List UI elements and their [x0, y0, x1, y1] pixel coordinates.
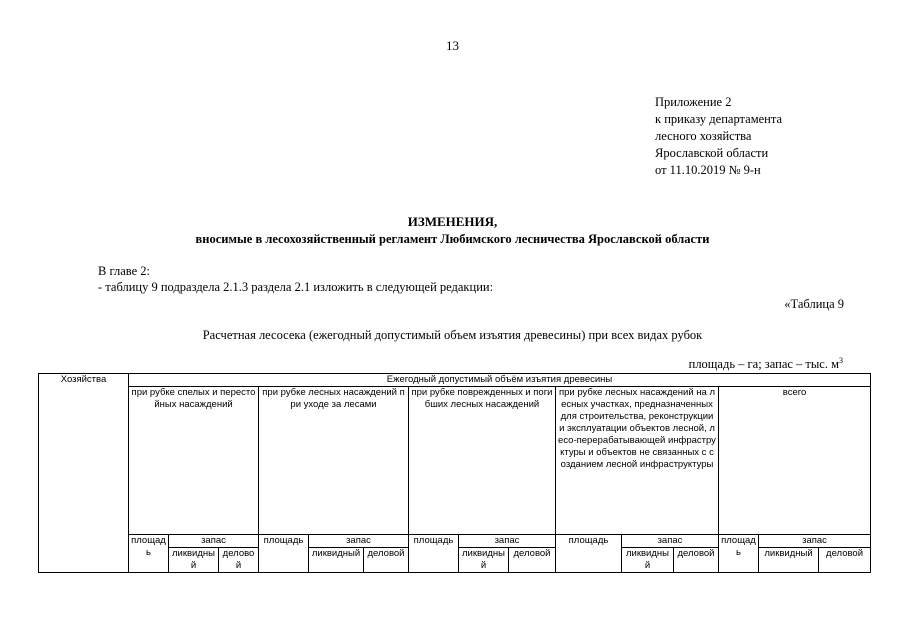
- page-number: 13: [446, 38, 459, 53]
- header-area: площадь: [409, 535, 459, 573]
- header-allowed-volume: Ежегодный допустимый объём изъятия древесины: [129, 374, 871, 387]
- appendix-block: [655, 94, 782, 179]
- header-area: площадь: [259, 535, 309, 573]
- header-business: деловой: [819, 548, 871, 573]
- header-liquid: ликвидный: [759, 548, 819, 573]
- felling-table: [38, 373, 871, 573]
- header-liquid: ликвидный: [169, 548, 219, 573]
- header-business: деловой: [674, 548, 719, 573]
- table-caption: Расчетная лесосека (ежегодный допустимый объем изъятия древесины) при всех видах рубок: [202, 328, 703, 342]
- header-stock: запас: [309, 535, 409, 548]
- units-text: площадь – га; запас – тыс. м: [688, 357, 839, 372]
- header-group-damaged: при рубке поврежденных и погибших лесных насаждений: [409, 387, 556, 535]
- appendix-line: от 11.10.2019 № 9-н: [655, 163, 761, 177]
- chapter-heading: В главе 2:: [98, 264, 150, 278]
- document-subtitle: вносимые в лесохозяйственный регламент Любимского лесничества Ярославской области: [195, 232, 710, 246]
- header-business: деловой: [509, 548, 556, 573]
- header-liquid: ликвидный: [459, 548, 509, 573]
- header-area: площадь: [556, 535, 622, 573]
- header-liquid: ликвидный: [309, 548, 364, 573]
- appendix-line: Приложение 2: [655, 95, 732, 109]
- header-group-infrastructure: при рубке лесных насаждений на лесных участках, предназначенных для строительства, реконструкции и эксплуатации объектов лесной, лесо-перерабатывающей инфраструктуры и объектов не связанных с созданием лесной инфраструктуры: [556, 387, 719, 535]
- header-group-mature: при рубке спелых и перестойных насаждений: [129, 387, 259, 535]
- appendix-line: к приказу департамента: [655, 112, 783, 126]
- header-area: площадь: [129, 535, 169, 573]
- appendix-line: лесного хозяйства: [655, 129, 752, 143]
- units-note: [689, 356, 843, 372]
- appendix-line: Ярославской области: [655, 146, 769, 160]
- header-stock: запас: [622, 535, 719, 548]
- header-stock: запас: [459, 535, 556, 548]
- instruction-text: - таблицу 9 подраздела 2.1.3 раздела 2.1 изложить в следующей редакции:: [98, 280, 494, 294]
- units-superscript: 3: [839, 356, 843, 365]
- document-title: ИЗМЕНЕНИЯ,: [407, 214, 498, 229]
- header-liquid: ликвидный: [622, 548, 674, 573]
- header-stock: запас: [759, 535, 871, 548]
- header-group-total: всего: [719, 387, 871, 535]
- header-stock: запас: [169, 535, 259, 548]
- header-group-care: при рубке лесных насаждений при уходе за лесами: [259, 387, 409, 535]
- header-farms: Хозяйства: [39, 374, 129, 573]
- header-business: деловой: [219, 548, 259, 573]
- header-area: площадь: [719, 535, 759, 573]
- header-business: деловой: [364, 548, 409, 573]
- table-number-label: «Таблица 9: [784, 297, 844, 311]
